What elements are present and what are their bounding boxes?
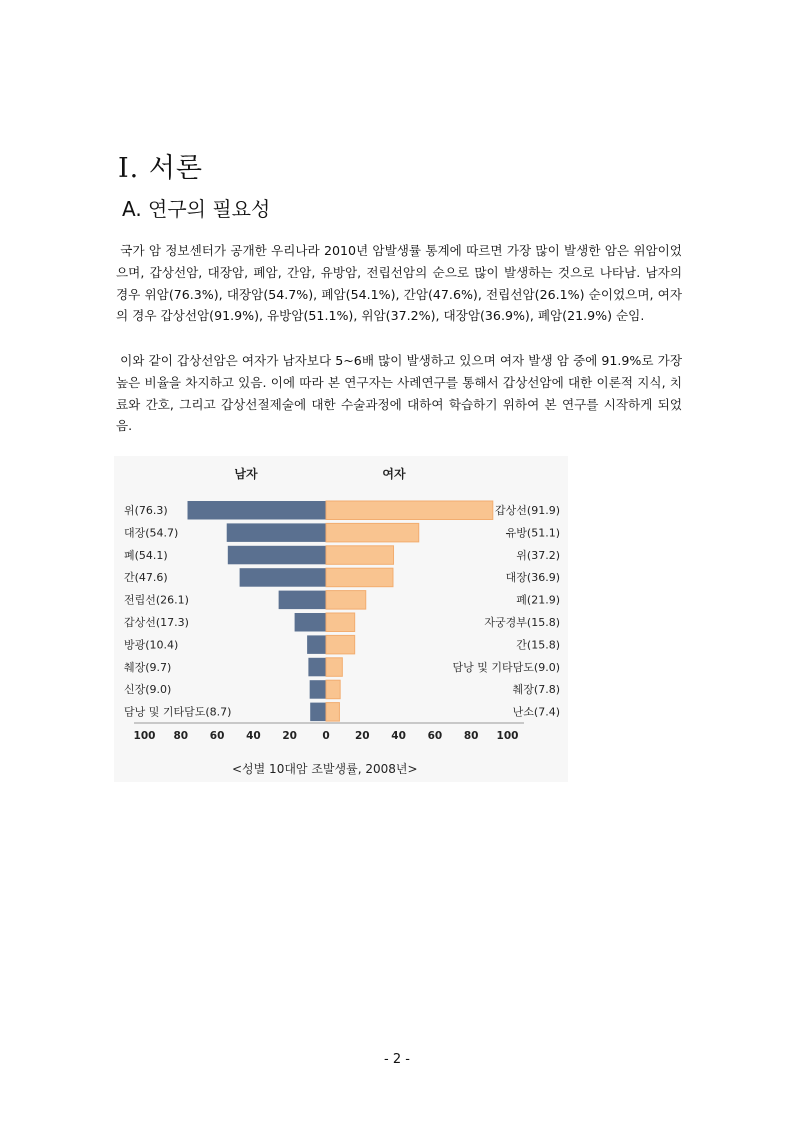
subsection-heading: A. 연구의 필요성 — [122, 197, 271, 221]
male-bar-label: 신장(9.0) — [124, 683, 172, 697]
section-heading: Ⅰ. 서론 — [118, 153, 203, 184]
female-bar — [326, 523, 419, 542]
x-tick-label: 60 — [209, 730, 225, 742]
female-bar-label: 췌장(7.8) — [512, 683, 560, 697]
x-tick-label: 100 — [496, 730, 519, 742]
female-bar-label: 난소(7.4) — [512, 705, 560, 719]
female-bar — [326, 658, 342, 677]
female-bar-label: 대장(36.9) — [505, 571, 560, 585]
x-tick-label: 20 — [354, 730, 370, 742]
male-bar — [295, 613, 326, 632]
cancer-incidence-chart — [114, 456, 568, 782]
male-bar — [188, 501, 326, 520]
male-bar — [240, 568, 326, 587]
male-bar-label: 전립선(26.1) — [124, 593, 189, 607]
male-bar — [228, 546, 326, 565]
male-bar-label: 위(76.3) — [124, 504, 168, 517]
female-bar — [326, 680, 340, 699]
x-tick-label: 0 — [322, 730, 330, 742]
female-bar — [326, 703, 339, 722]
female-bar — [326, 591, 366, 610]
male-bar-label: 폐(54.1) — [124, 548, 168, 562]
female-series-header: 여자 — [382, 467, 406, 481]
male-bar-label: 간(47.6) — [124, 571, 168, 585]
female-bar-label: 위(37.2) — [516, 548, 560, 562]
chart-caption: <성별 10대암 조발생률, 2008년> — [232, 762, 418, 776]
female-bar — [326, 613, 355, 632]
male-series-header: 남자 — [234, 467, 258, 481]
male-bar — [310, 680, 326, 699]
x-tick-label: 80 — [173, 730, 189, 742]
x-tick-label: 20 — [282, 730, 298, 742]
male-bar — [279, 591, 326, 610]
body-paragraph-2: 이와 같이 갑상선암은 여자가 남자보다 5~6배 많이 발생하고 있으며 여자 발생 암 중에 91.9%로 가장 높은 비율을 차지하고 있음. 이에 따라 본 연구자는 사례연구를 통해서 갑상선암에 대한 이론적 지식, 치료와 간호, 그리고 갑상선절제술에 대한 수술과정에 대하여 학습하기 위하여 본 연구를 시작하게 되었음. — [116, 353, 682, 434]
body-paragraph-1: 국가 암 정보센터가 공개한 우리나라 2010년 암발생률 통계에 따르면 가장 많이 발생한 암은 위암이었으며, 갑상선암, 대장암, 폐암, 간암, 유방암, 전립선암의 순으로 많이 발생하는 것으로 나타남. 남자의 경우 위암(76.3%), 대장암(54.7%), 폐암(54.1%), 간암(47.6%), 전립선암(26.1%) 순이었으며, 여자의 경우 갑상선암(91.9%), 유방암(51.1%), 위암(37.2%), 대장암(36.9%), 폐암(21.9%) 순임. — [116, 243, 682, 324]
male-bar-label: 대장(54.7) — [124, 526, 179, 540]
female-bar-label: 폐(21.9) — [516, 593, 560, 607]
female-bar — [326, 546, 394, 565]
female-bar-label: 간(15.8) — [516, 638, 560, 652]
x-tick-label: 40 — [391, 730, 406, 742]
male-bar-label: 담낭 및 기타담도(8.7) — [124, 705, 232, 719]
male-bar-label: 췌장(9.7) — [124, 660, 172, 674]
male-bar-label: 갑상선(17.3) — [124, 616, 189, 629]
male-bar — [227, 523, 326, 542]
x-tick-label: 40 — [246, 730, 261, 742]
male-bar-label: 방광(10.4) — [124, 638, 179, 652]
male-bar — [308, 658, 326, 677]
x-tick-label: 100 — [133, 730, 156, 742]
female-bar-label: 갑상선(91.9) — [495, 504, 560, 517]
female-bar — [326, 501, 493, 520]
female-bar — [326, 568, 393, 587]
male-bar — [310, 703, 326, 722]
female-bar-label: 유방(51.1) — [505, 526, 560, 540]
female-bar-label: 담낭 및 기타담도(9.0) — [452, 660, 560, 674]
female-bar-label: 자궁경부(15.8) — [484, 616, 560, 629]
x-tick-label: 80 — [463, 730, 479, 742]
female-bar — [326, 635, 355, 654]
page-number: - 2 - — [384, 1052, 410, 1067]
chart-svg — [114, 456, 568, 782]
x-tick-label: 60 — [427, 730, 443, 742]
male-bar — [307, 635, 326, 654]
